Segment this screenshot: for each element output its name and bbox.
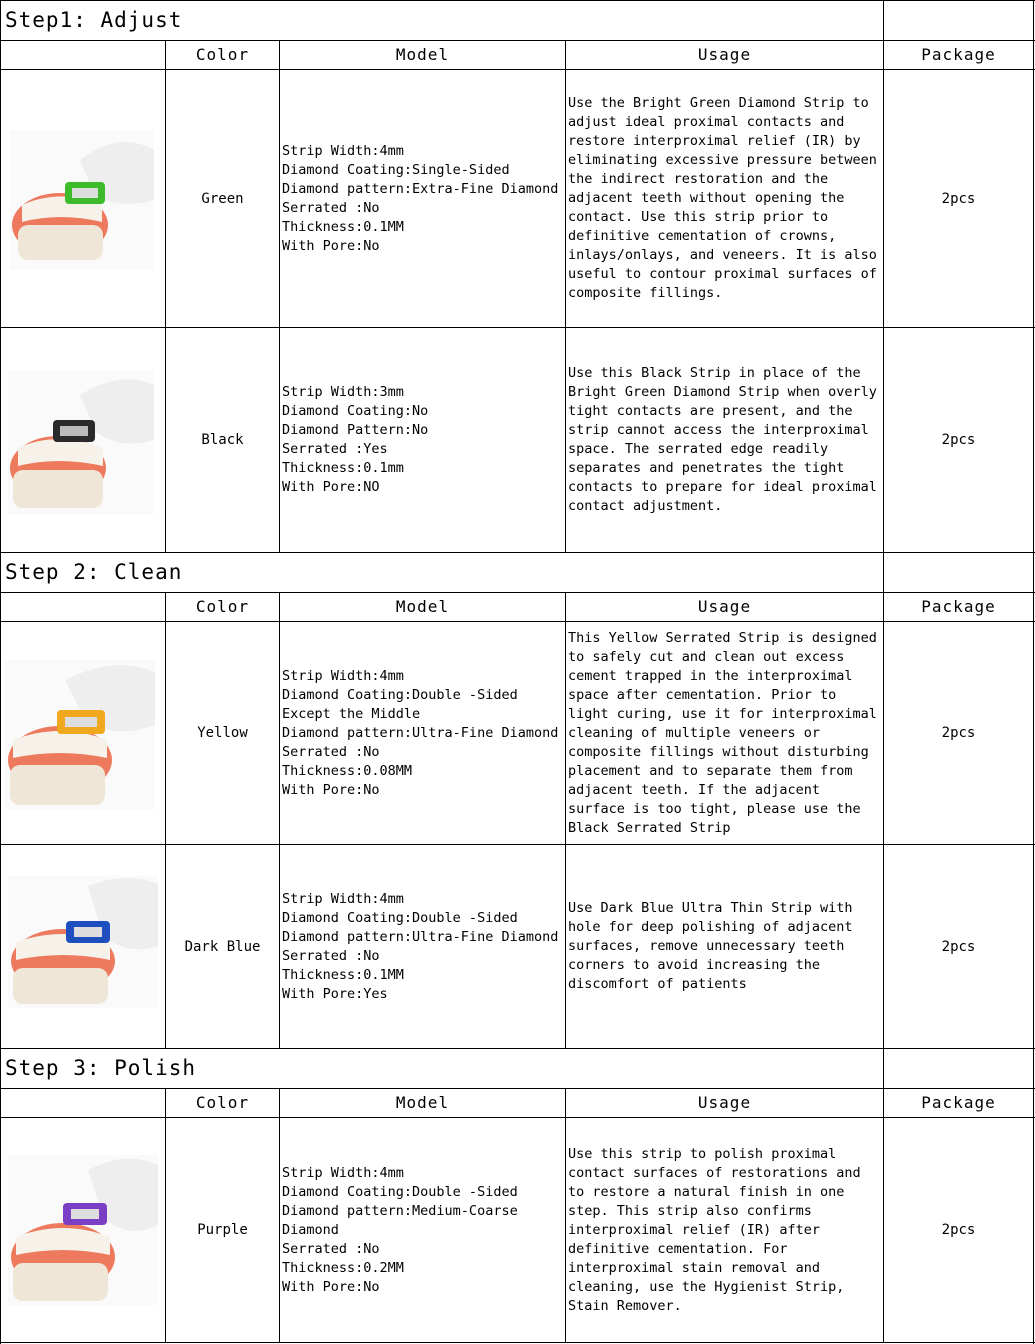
header-color: Color <box>195 1093 250 1112</box>
rule <box>883 552 884 592</box>
header-usage: Usage <box>697 45 752 64</box>
package-cell: 2pcs <box>941 938 976 955</box>
usage-cell: Use this Black Strip in place of the Bright Green Diamond Strip when overly tight contacts are present, and the strip cannot access the interproximal space. The serrated edge readily separates and penetrates the tight contacts to prepare for ideal proximal contact adjustment. <box>568 365 877 514</box>
package-cell: 2pcs <box>941 725 976 741</box>
usage-cell: Use this strip to polish proximal contact surfaces of restorations and to restore a natural finish in one step. This strip also confirms interproximal relief (IR) after definitive cementation. For interproximal stain removal and cleaning, use the Hygienist Strip, Stain Remover. <box>568 1145 861 1314</box>
package-cell: 2pcs <box>941 432 976 448</box>
usage-cell: Use the Bright Green Diamond Strip to adjust ideal proximal contacts and restore interproximal relief (IR) by eliminating excessive pressure between the indirect restoration and the adjacent teeth without opening the contact. Use this strip prior to definitive cementation of crowns, inlays/onlays, and veneers. It is also useful to contour proximal surfaces of composite fillings. <box>568 95 877 301</box>
color-cell: Dark Blue <box>184 938 261 955</box>
product-photo-dark-blue-strip <box>8 876 158 1008</box>
model-cell: Strip Width:4mm Diamond Coating:Double -Sided Except the Middle Diamond pattern:Ultra-Fine Diamond Serrated :No Thickness:0.08MM With Pore:No <box>282 667 559 798</box>
header-color: Color <box>195 597 250 616</box>
model-cell: Strip Width:4mm Diamond Coating:Double -Sided Diamond pattern:Medium-Coarse Diamond Serrated :No Thickness:0.2MM With Pore:No <box>282 1164 518 1295</box>
rule <box>883 0 884 40</box>
model-cell: Strip Width:3mm Diamond Coating:No Diamond Pattern:No Serrated :Yes Thickness:0.1mm With Pore:NO <box>282 384 429 495</box>
rule <box>0 1048 1035 1049</box>
rule <box>883 1048 884 1088</box>
rule <box>0 1342 1035 1343</box>
product-photo-green-strip <box>10 130 154 270</box>
package-cell: 2pcs <box>941 190 976 207</box>
product-photo-purple-strip <box>8 1155 158 1305</box>
header-color: Color <box>195 45 250 64</box>
section-title-polish: Step 3: Polish <box>5 1056 197 1080</box>
usage-cell: This Yellow Serrated Strip is designed to safely cut and clean out excess cement trapped in the interproximal space after cementation. Prior to light curing, use it for interproximal cleaning of multiple veneers or composite fillings without disturbing placement and to separate them from adjacent teeth. If the adjacent surface is too tight, please use the Black Serrated Strip <box>568 629 877 836</box>
product-photo-black-strip <box>8 370 154 515</box>
header-usage: Usage <box>697 597 752 616</box>
product-photo-yellow-strip <box>5 660 155 810</box>
color-cell: Green <box>201 190 244 207</box>
table-border-right <box>1033 0 1034 1344</box>
color-cell: Black <box>201 432 244 448</box>
rule <box>0 552 1035 553</box>
header-model: Model <box>395 1093 450 1112</box>
header-package: Package <box>921 597 996 616</box>
model-cell: Strip Width:4mm Diamond Coating:Single-Sided Diamond pattern:Extra-Fine Diamond Serrated :No Thickness:0.1MM With Pore:No <box>282 142 559 254</box>
rule <box>0 40 1035 41</box>
section-title-adjust: Step1: Adjust <box>5 8 183 32</box>
usage-cell: Use Dark Blue Ultra Thin Strip with hole for deep polishing of adjacent surfaces, remove unnecessary teeth corners to avoid increasing the discomfort of patients <box>568 900 853 992</box>
section-title-clean: Step 2: Clean <box>5 560 183 584</box>
color-cell: Yellow <box>197 725 248 741</box>
package-cell: 2pcs <box>941 1222 976 1238</box>
color-cell: Purple <box>197 1222 248 1238</box>
header-model: Model <box>395 45 450 64</box>
rule <box>0 1088 1035 1089</box>
header-package: Package <box>921 1093 996 1112</box>
header-package: Package <box>921 45 996 64</box>
header-usage: Usage <box>697 1093 752 1112</box>
rule <box>0 592 1035 593</box>
header-model: Model <box>395 597 450 616</box>
table-border-top <box>0 0 1035 1</box>
table-border-left <box>0 0 1 1344</box>
model-cell: Strip Width:4mm Diamond Coating:Double -Sided Diamond pattern:Ultra-Fine Diamond Serrated :No Thickness:0.1MM With Pore:Yes <box>282 890 559 1002</box>
